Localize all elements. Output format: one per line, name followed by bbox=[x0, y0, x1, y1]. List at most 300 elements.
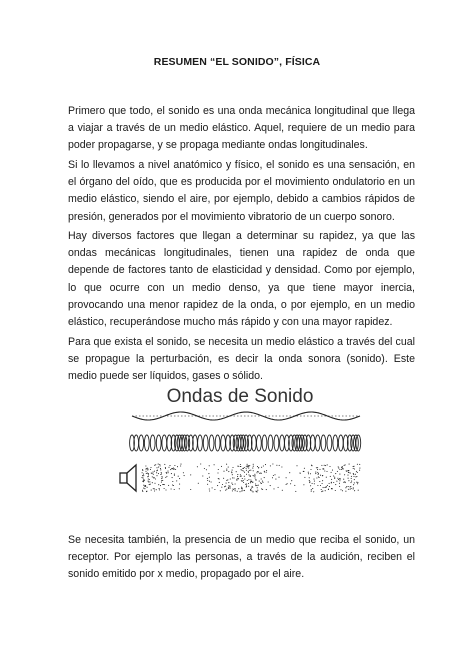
particle bbox=[250, 470, 251, 471]
figure-title: Ondas de Sonido bbox=[166, 386, 314, 407]
particle bbox=[244, 467, 245, 468]
particle bbox=[348, 489, 349, 490]
particle bbox=[251, 488, 252, 489]
particle bbox=[232, 477, 233, 478]
coil-loop bbox=[338, 435, 343, 451]
particle bbox=[226, 480, 227, 481]
particle bbox=[319, 469, 320, 470]
particle bbox=[253, 475, 254, 476]
particle bbox=[345, 464, 346, 465]
particle bbox=[281, 466, 282, 467]
particle bbox=[353, 466, 354, 467]
particle bbox=[143, 485, 144, 486]
particle bbox=[153, 488, 154, 489]
particle bbox=[314, 481, 315, 482]
particle bbox=[164, 464, 165, 465]
particle bbox=[249, 470, 250, 471]
particle bbox=[327, 464, 328, 465]
particle bbox=[258, 467, 259, 468]
particle bbox=[248, 468, 249, 469]
particle bbox=[145, 465, 146, 466]
particle bbox=[240, 464, 241, 465]
particle bbox=[339, 469, 340, 470]
particle bbox=[262, 482, 263, 483]
particle bbox=[147, 469, 148, 470]
coil-loop bbox=[162, 435, 167, 451]
particle bbox=[142, 491, 143, 492]
particle bbox=[311, 489, 312, 490]
particle bbox=[328, 489, 329, 490]
particle bbox=[226, 464, 227, 465]
particle bbox=[217, 485, 218, 486]
particle bbox=[270, 485, 271, 486]
particle bbox=[226, 469, 227, 470]
particle bbox=[348, 472, 349, 473]
particle bbox=[161, 472, 162, 473]
particle bbox=[345, 491, 346, 492]
particle bbox=[312, 488, 313, 489]
particle bbox=[331, 479, 332, 480]
particle bbox=[207, 480, 208, 481]
particle bbox=[143, 479, 144, 480]
particle bbox=[206, 469, 207, 470]
particle bbox=[221, 487, 222, 488]
paragraph-receiver: Se necesita también, la presencia de un medio que reciba el sonido, un receptor. Por ejemplo las personas, a través de la audición, reciben el sonido emitido por x medio, propagado por el aire. bbox=[68, 534, 415, 581]
particle bbox=[300, 473, 301, 474]
particle bbox=[156, 475, 157, 476]
particle bbox=[161, 480, 162, 481]
particle bbox=[339, 486, 340, 487]
particle bbox=[315, 472, 316, 473]
particle bbox=[353, 487, 354, 488]
particle bbox=[355, 474, 356, 475]
coil-loop bbox=[257, 435, 262, 451]
particle bbox=[261, 467, 262, 468]
particle bbox=[144, 486, 145, 487]
particle bbox=[197, 466, 198, 467]
particle bbox=[353, 476, 354, 477]
particle bbox=[256, 472, 257, 473]
particle bbox=[320, 485, 321, 486]
particle bbox=[346, 471, 347, 472]
particle bbox=[309, 480, 310, 481]
particle bbox=[351, 488, 352, 489]
particle bbox=[338, 479, 339, 480]
particle bbox=[348, 486, 349, 487]
particle bbox=[171, 473, 172, 474]
particle bbox=[180, 465, 181, 466]
particle bbox=[353, 474, 354, 475]
particle bbox=[141, 477, 142, 478]
particle bbox=[174, 475, 175, 476]
particle bbox=[257, 471, 258, 472]
particle bbox=[337, 478, 338, 479]
particle bbox=[340, 489, 341, 490]
particle bbox=[168, 467, 169, 468]
particle bbox=[244, 478, 245, 479]
particle bbox=[246, 484, 247, 485]
particle bbox=[154, 488, 155, 489]
particle bbox=[235, 488, 236, 489]
particle bbox=[359, 468, 360, 469]
particle bbox=[261, 488, 262, 489]
particle bbox=[310, 485, 311, 486]
particle bbox=[150, 467, 151, 468]
particle bbox=[262, 489, 263, 490]
particle bbox=[242, 489, 243, 490]
particle bbox=[286, 477, 287, 478]
particle bbox=[154, 483, 155, 484]
coil-loop bbox=[327, 435, 332, 451]
particle bbox=[246, 468, 247, 469]
particle bbox=[143, 488, 144, 489]
particle bbox=[323, 469, 324, 470]
particle bbox=[221, 466, 222, 467]
particle bbox=[273, 488, 274, 489]
particle bbox=[238, 488, 239, 489]
document-title: RESUMEN “EL SONIDO”, FÍSICA bbox=[153, 56, 321, 68]
particle bbox=[321, 489, 322, 490]
particle bbox=[232, 470, 233, 471]
coil-loop bbox=[150, 435, 155, 451]
particle bbox=[225, 486, 226, 487]
particle bbox=[311, 465, 312, 466]
particle bbox=[276, 465, 277, 466]
particle bbox=[278, 487, 279, 488]
particle bbox=[259, 481, 260, 482]
particle bbox=[252, 491, 253, 492]
coil-loop bbox=[315, 435, 320, 451]
particle bbox=[252, 468, 253, 469]
particle bbox=[329, 483, 330, 484]
particle bbox=[147, 487, 148, 488]
particle bbox=[282, 490, 283, 491]
particle bbox=[218, 469, 219, 470]
particle bbox=[166, 472, 167, 473]
particle bbox=[319, 477, 320, 478]
particle bbox=[208, 473, 209, 474]
particle bbox=[320, 475, 321, 476]
particle bbox=[242, 481, 243, 482]
particle bbox=[158, 464, 159, 465]
particle bbox=[148, 481, 149, 482]
particle bbox=[222, 484, 223, 485]
particle bbox=[255, 483, 256, 484]
particle bbox=[326, 477, 327, 478]
coil-loop bbox=[203, 435, 208, 451]
particle bbox=[229, 488, 230, 489]
particle bbox=[266, 472, 267, 473]
particle bbox=[150, 484, 151, 485]
particle bbox=[333, 482, 334, 483]
particle bbox=[143, 480, 144, 481]
particle bbox=[247, 464, 248, 465]
particle bbox=[161, 476, 162, 477]
particle bbox=[357, 464, 358, 465]
particle bbox=[164, 488, 165, 489]
particle bbox=[149, 481, 150, 482]
particle bbox=[339, 478, 340, 479]
particle bbox=[329, 486, 330, 487]
particle bbox=[174, 489, 175, 490]
particle bbox=[258, 485, 259, 486]
particle bbox=[237, 474, 238, 475]
particle bbox=[312, 483, 313, 484]
particle bbox=[248, 479, 249, 480]
particle bbox=[239, 491, 240, 492]
particle bbox=[179, 488, 180, 489]
coil-loop bbox=[144, 435, 149, 451]
particle bbox=[148, 474, 149, 475]
particle bbox=[253, 464, 254, 465]
particle bbox=[172, 484, 173, 485]
particle bbox=[154, 490, 155, 491]
particle bbox=[232, 484, 233, 485]
particle bbox=[343, 482, 344, 483]
particle bbox=[164, 484, 165, 485]
particle bbox=[231, 472, 232, 473]
particle bbox=[142, 472, 143, 473]
particle bbox=[253, 466, 254, 467]
particle bbox=[149, 479, 150, 480]
particle bbox=[317, 472, 318, 473]
particle bbox=[268, 481, 269, 482]
particle bbox=[266, 489, 267, 490]
particle bbox=[228, 488, 229, 489]
particle bbox=[148, 481, 149, 482]
particle bbox=[219, 478, 220, 479]
particle bbox=[244, 472, 245, 473]
particle bbox=[158, 484, 159, 485]
particle bbox=[254, 474, 255, 475]
particle bbox=[236, 480, 237, 481]
particle bbox=[145, 486, 146, 487]
particle bbox=[350, 473, 351, 474]
particle bbox=[311, 491, 312, 492]
particle bbox=[250, 490, 251, 491]
particle bbox=[190, 474, 191, 475]
particle bbox=[228, 487, 229, 488]
particle bbox=[295, 491, 296, 492]
particle bbox=[152, 473, 153, 474]
particle bbox=[235, 483, 236, 484]
particle bbox=[172, 481, 173, 482]
particle bbox=[358, 490, 359, 491]
particle bbox=[229, 486, 230, 487]
particle bbox=[209, 465, 210, 466]
particle bbox=[342, 467, 343, 468]
particle bbox=[303, 484, 304, 485]
particle bbox=[147, 473, 148, 474]
particle bbox=[160, 468, 161, 469]
particle bbox=[250, 481, 251, 482]
particle bbox=[168, 485, 169, 486]
particle bbox=[336, 481, 337, 482]
particle bbox=[228, 471, 229, 472]
particle bbox=[322, 475, 323, 476]
particle bbox=[262, 481, 263, 482]
particle bbox=[207, 478, 208, 479]
coil-loop bbox=[280, 435, 285, 451]
particle bbox=[204, 468, 205, 469]
particle bbox=[289, 472, 290, 473]
particle bbox=[175, 469, 176, 470]
particle bbox=[174, 474, 175, 475]
particle bbox=[229, 487, 230, 488]
particle bbox=[143, 478, 144, 479]
particle bbox=[351, 478, 352, 479]
particle bbox=[291, 480, 292, 481]
particle bbox=[339, 474, 340, 475]
particle bbox=[154, 465, 155, 466]
particle bbox=[321, 491, 322, 492]
particle bbox=[155, 478, 156, 479]
particle bbox=[243, 480, 244, 481]
particle bbox=[326, 471, 327, 472]
particle bbox=[198, 483, 199, 484]
particle bbox=[331, 482, 332, 483]
particle bbox=[356, 476, 357, 477]
particle bbox=[327, 485, 328, 486]
particle bbox=[179, 484, 180, 485]
particle bbox=[356, 471, 357, 472]
coil-loop bbox=[268, 435, 273, 451]
particle bbox=[309, 482, 310, 483]
particle bbox=[240, 466, 241, 467]
particle bbox=[346, 486, 347, 487]
spring-coil bbox=[130, 435, 361, 451]
particle bbox=[354, 468, 355, 469]
particle bbox=[324, 465, 325, 466]
particle bbox=[353, 468, 354, 469]
particle bbox=[325, 465, 326, 466]
particle bbox=[241, 476, 242, 477]
particle bbox=[264, 477, 265, 478]
particle bbox=[334, 477, 335, 478]
particle bbox=[214, 489, 215, 490]
particle bbox=[173, 468, 174, 469]
particle bbox=[146, 491, 147, 492]
particle bbox=[256, 491, 257, 492]
particle bbox=[152, 476, 153, 477]
particle bbox=[244, 476, 245, 477]
particle bbox=[322, 480, 323, 481]
particle bbox=[160, 474, 161, 475]
particle bbox=[168, 472, 169, 473]
particle bbox=[250, 476, 251, 477]
particle bbox=[161, 482, 162, 483]
particle bbox=[323, 487, 324, 488]
particle bbox=[156, 489, 157, 490]
particle bbox=[174, 465, 175, 466]
particle bbox=[313, 491, 314, 492]
particle bbox=[319, 481, 320, 482]
particle bbox=[167, 471, 168, 472]
particle bbox=[156, 467, 157, 468]
particle bbox=[351, 481, 352, 482]
particle bbox=[317, 467, 318, 468]
particle bbox=[152, 482, 153, 483]
particle bbox=[308, 473, 309, 474]
particle bbox=[178, 476, 179, 477]
particle bbox=[287, 483, 288, 484]
particle bbox=[209, 488, 210, 489]
coil-loop bbox=[209, 435, 214, 451]
particle bbox=[177, 466, 178, 467]
particle bbox=[235, 490, 236, 491]
particle bbox=[247, 466, 248, 467]
particle bbox=[147, 476, 148, 477]
particle bbox=[246, 474, 247, 475]
particle bbox=[316, 477, 317, 478]
particle bbox=[339, 480, 340, 481]
particle bbox=[338, 468, 339, 469]
particle bbox=[333, 475, 334, 476]
particle bbox=[154, 477, 155, 478]
particle bbox=[251, 481, 252, 482]
particle bbox=[142, 470, 143, 471]
particle bbox=[180, 464, 181, 465]
particle bbox=[278, 477, 279, 478]
particle bbox=[257, 487, 258, 488]
particle bbox=[261, 483, 262, 484]
particle bbox=[321, 465, 322, 466]
particle bbox=[279, 465, 280, 466]
particle bbox=[156, 470, 157, 471]
coil-loop bbox=[221, 435, 226, 451]
particle bbox=[212, 487, 213, 488]
particle bbox=[246, 470, 247, 471]
particle bbox=[329, 466, 330, 467]
particle bbox=[353, 488, 354, 489]
particle bbox=[314, 483, 315, 484]
particle bbox=[165, 467, 166, 468]
particle bbox=[151, 490, 152, 491]
particle bbox=[232, 467, 233, 468]
particle bbox=[233, 489, 234, 490]
particle bbox=[209, 490, 210, 491]
particle bbox=[207, 484, 208, 485]
particle bbox=[155, 464, 156, 465]
particle bbox=[241, 491, 242, 492]
particle bbox=[324, 487, 325, 488]
particle bbox=[313, 479, 314, 480]
particle bbox=[294, 485, 295, 486]
coil-loop bbox=[333, 435, 338, 451]
particle bbox=[190, 489, 191, 490]
particle bbox=[252, 486, 253, 487]
particle bbox=[342, 490, 343, 491]
particle bbox=[255, 477, 256, 478]
particle bbox=[243, 470, 244, 471]
particle bbox=[160, 465, 161, 466]
particle bbox=[337, 471, 338, 472]
particle bbox=[310, 473, 311, 474]
particle bbox=[274, 474, 275, 475]
particle bbox=[322, 483, 323, 484]
particle bbox=[144, 488, 145, 489]
particle bbox=[248, 483, 249, 484]
particle bbox=[356, 482, 357, 483]
particle bbox=[351, 476, 352, 477]
coil-loop bbox=[262, 435, 267, 451]
particle bbox=[179, 478, 180, 479]
particle bbox=[232, 490, 233, 491]
particle bbox=[209, 477, 210, 478]
particle bbox=[256, 485, 257, 486]
particle bbox=[146, 468, 147, 469]
particle bbox=[173, 469, 174, 470]
